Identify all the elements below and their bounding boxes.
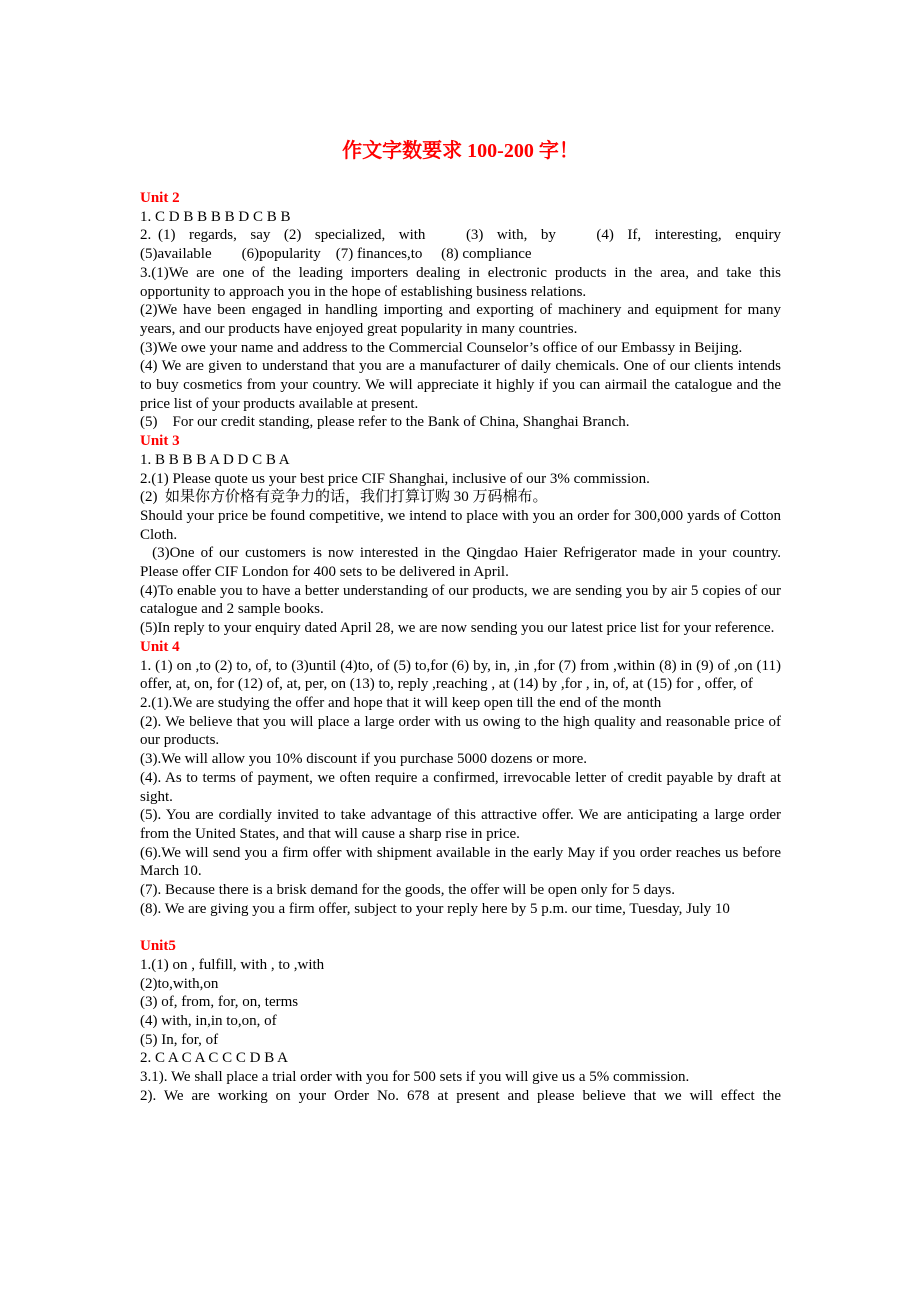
answer-line: (7). Because there is a brisk demand for the goods, the offer will be open only for 5 days.	[140, 882, 675, 899]
answer-line: 2). We are working on your Order No. 678 at present and please believe that we will effect the	[140, 1087, 781, 1104]
answer-line: (5) For our credit standing, please refer to the Bank of China, Shanghai Branch.	[140, 414, 630, 431]
unit-heading: Unit 4	[140, 638, 180, 655]
answer-line: 2. (1) regards, say (2) specialized, with (3) with, by (4) If, interesting, enquiry	[140, 227, 781, 244]
answer-line: Should your price be found competitive, we intend to place with you an order for 300,000 yards of Cotton Cloth.	[140, 507, 781, 543]
answer-line: (4)To enable you to have a better understanding of our products, we are sending you by air 5 copies of our catalogue and 2 sample books.	[140, 582, 781, 618]
unit-heading: Unit5	[140, 938, 176, 955]
answer-line: (6).We will send you a firm offer with shipment available in the early May if you order reaches us before March 10.	[140, 844, 781, 880]
unit-heading: Unit 2	[140, 190, 180, 206]
answer-line: (3)We owe your name and address to the Commercial Counselor’s office of our Embassy in Beijing.	[140, 339, 743, 356]
blank-line	[140, 918, 781, 937]
unit-4-section	[140, 638, 781, 937]
unit-5-section	[140, 937, 781, 1105]
answer-line: (5)In reply to your enquiry dated April 28, we are now sending you our latest price list for your reference.	[140, 620, 775, 637]
answer-line: (2) 如果你方价格有竞争力的话，我们打算订购 30 万码棉布。	[140, 489, 548, 506]
answer-line: 1. C D B B B B D C B B	[140, 208, 291, 225]
answer-line: (5)available (6)popularity (7) finances,to (8) compliance	[140, 246, 532, 263]
answer-line: (3) of, from, for, on, terms	[140, 994, 299, 1011]
answer-line: (5) In, for, of	[140, 1031, 219, 1048]
unit-heading: Unit 3	[140, 433, 180, 450]
answer-line: (8). We are giving you a firm offer, subject to your reply here by 5 p.m. our time, Tuesday, July 10	[140, 900, 730, 917]
answer-line: 3.(1)We are one of the leading importers dealing in electronic products in the area, and take this opportunity to approach you in the hope of establishing business relations.	[140, 264, 781, 300]
answer-line: (2)to,with,on	[140, 975, 219, 992]
unit-2-section	[140, 189, 781, 432]
answer-line: (3)One of our customers is now interested in the Qingdao Haier Refrigerator made in your country. Please offer CIF London for 400 sets to be delivered in April.	[140, 545, 785, 581]
answer-line: 2. C A C A C C C D B A	[140, 1050, 288, 1067]
document-body	[140, 189, 785, 1105]
answer-line: (4). As to terms of payment, we often require a confirmed, irrevocable letter of credit payable by draft at sight.	[140, 769, 781, 805]
answer-line: (3).We will allow you 10% discount if you purchase 5000 dozens or more.	[140, 751, 588, 768]
answer-line: 2.(1) Please quote us your best price CIF Shanghai, inclusive of our 3% commission.	[140, 470, 650, 487]
page-title: 作文字数要求 100-200 字！	[342, 140, 579, 162]
answer-line: 3.1). We shall place a trial order with you for 500 sets if you will give us a 5% commission.	[140, 1069, 690, 1086]
unit-3-section	[140, 432, 785, 638]
answer-line: 1.(1) on , fulfill, with , to ,with	[140, 956, 325, 973]
answer-line: 1. (1) on ,to (2) to, of, to (3)until (4)to, of (5) to,for (6) by, in, ,in ,for (7) from ,within (8) in (9) of ,on (11) offer, at, on, for (12) of, at, per, on (13) to, reply ,reaching , at (14) by ,for , in, of, at (15) for , offer, of	[140, 657, 781, 693]
answer-line: 1. B B B B A D D C B A	[140, 451, 290, 468]
answer-line: 2.(1).We are studying the offer and hope that it will keep open till the end of the month	[140, 694, 662, 711]
answer-line: (2). We believe that you will place a large order with us owing to the high quality and reasonable price of our products.	[140, 713, 781, 749]
answer-line: (4) with, in,in to,on, of	[140, 1012, 277, 1029]
answer-line: (5). You are cordially invited to take advantage of this attractive offer. We are anticipating a large order from the United States, and that will cause a sharp rise in price.	[140, 807, 781, 842]
answer-line: (2)We have been engaged in handling importing and exporting of machinery and equipment for many years, and our products have enjoyed great popularity in many countries.	[140, 302, 781, 337]
answer-line: (4) We are given to understand that you are a manufacturer of daily chemicals. One of our clients intends to buy cosmetics from your country. We will appreciate it highly if you can airmail the catalogue and the price list of your products available at present.	[140, 358, 781, 412]
